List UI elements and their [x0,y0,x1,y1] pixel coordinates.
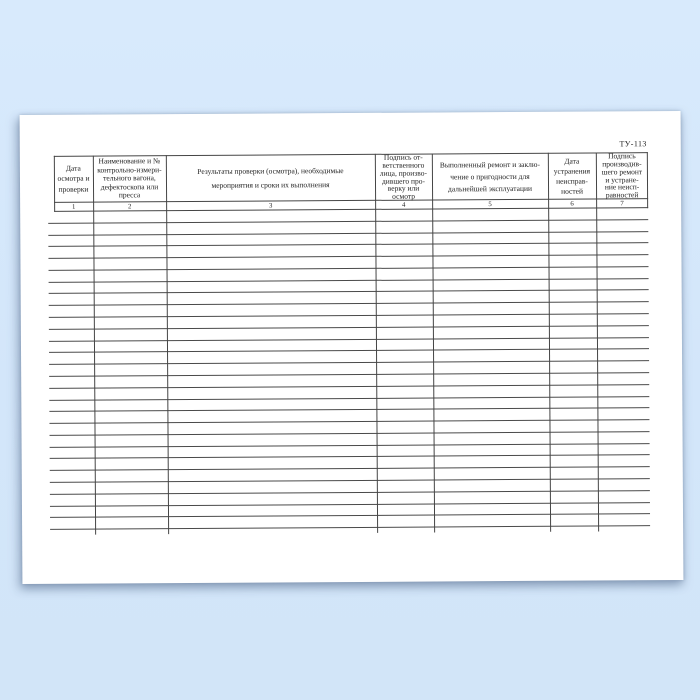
column-header-text: Подпись производив- шего ремонт и устране- ние неисп- равностей [601,151,643,200]
form-code-label: ТУ-113 [619,139,647,149]
paper-sheet [20,111,684,584]
table-row [50,514,650,529]
column-number-5: 5 [488,201,492,209]
column-header-text: Выполненный ремонт и заклю- чение о пригодности для дальнейшей эксплуатации [439,159,540,193]
column-header-text: Дата осмотра и проверки [57,163,90,194]
column-number-6: 6 [570,200,574,208]
column-header-text: Дата устранения неисправ- ностей [553,156,591,196]
column-header-2 [93,156,166,201]
column-header-1 [54,157,93,202]
table-body [48,208,650,530]
column-header-6 [548,154,596,199]
column-header-text: Результаты проверки (осмотра), необходимые мероприятия и сроки их выполнения [197,165,344,190]
column-header-text: Подпись от- ветственного лица, произво- дившего про- верку или осмотр [379,152,427,201]
inspection-table [54,139,650,540]
column-header-5 [432,154,548,200]
column-header-4 [375,152,432,201]
column-header-7 [596,153,648,198]
column-number-3: 3 [268,202,273,210]
column-header-3 [166,155,375,201]
column-number-7: 7 [620,200,624,208]
column-number-4: 4 [401,201,406,209]
column-number-2: 2 [127,203,132,211]
column-number-1: 1 [71,203,76,211]
column-header-text: Наименование и № контрольно-измери- тельного вагона, дефектоскопа или пресса [97,156,162,200]
